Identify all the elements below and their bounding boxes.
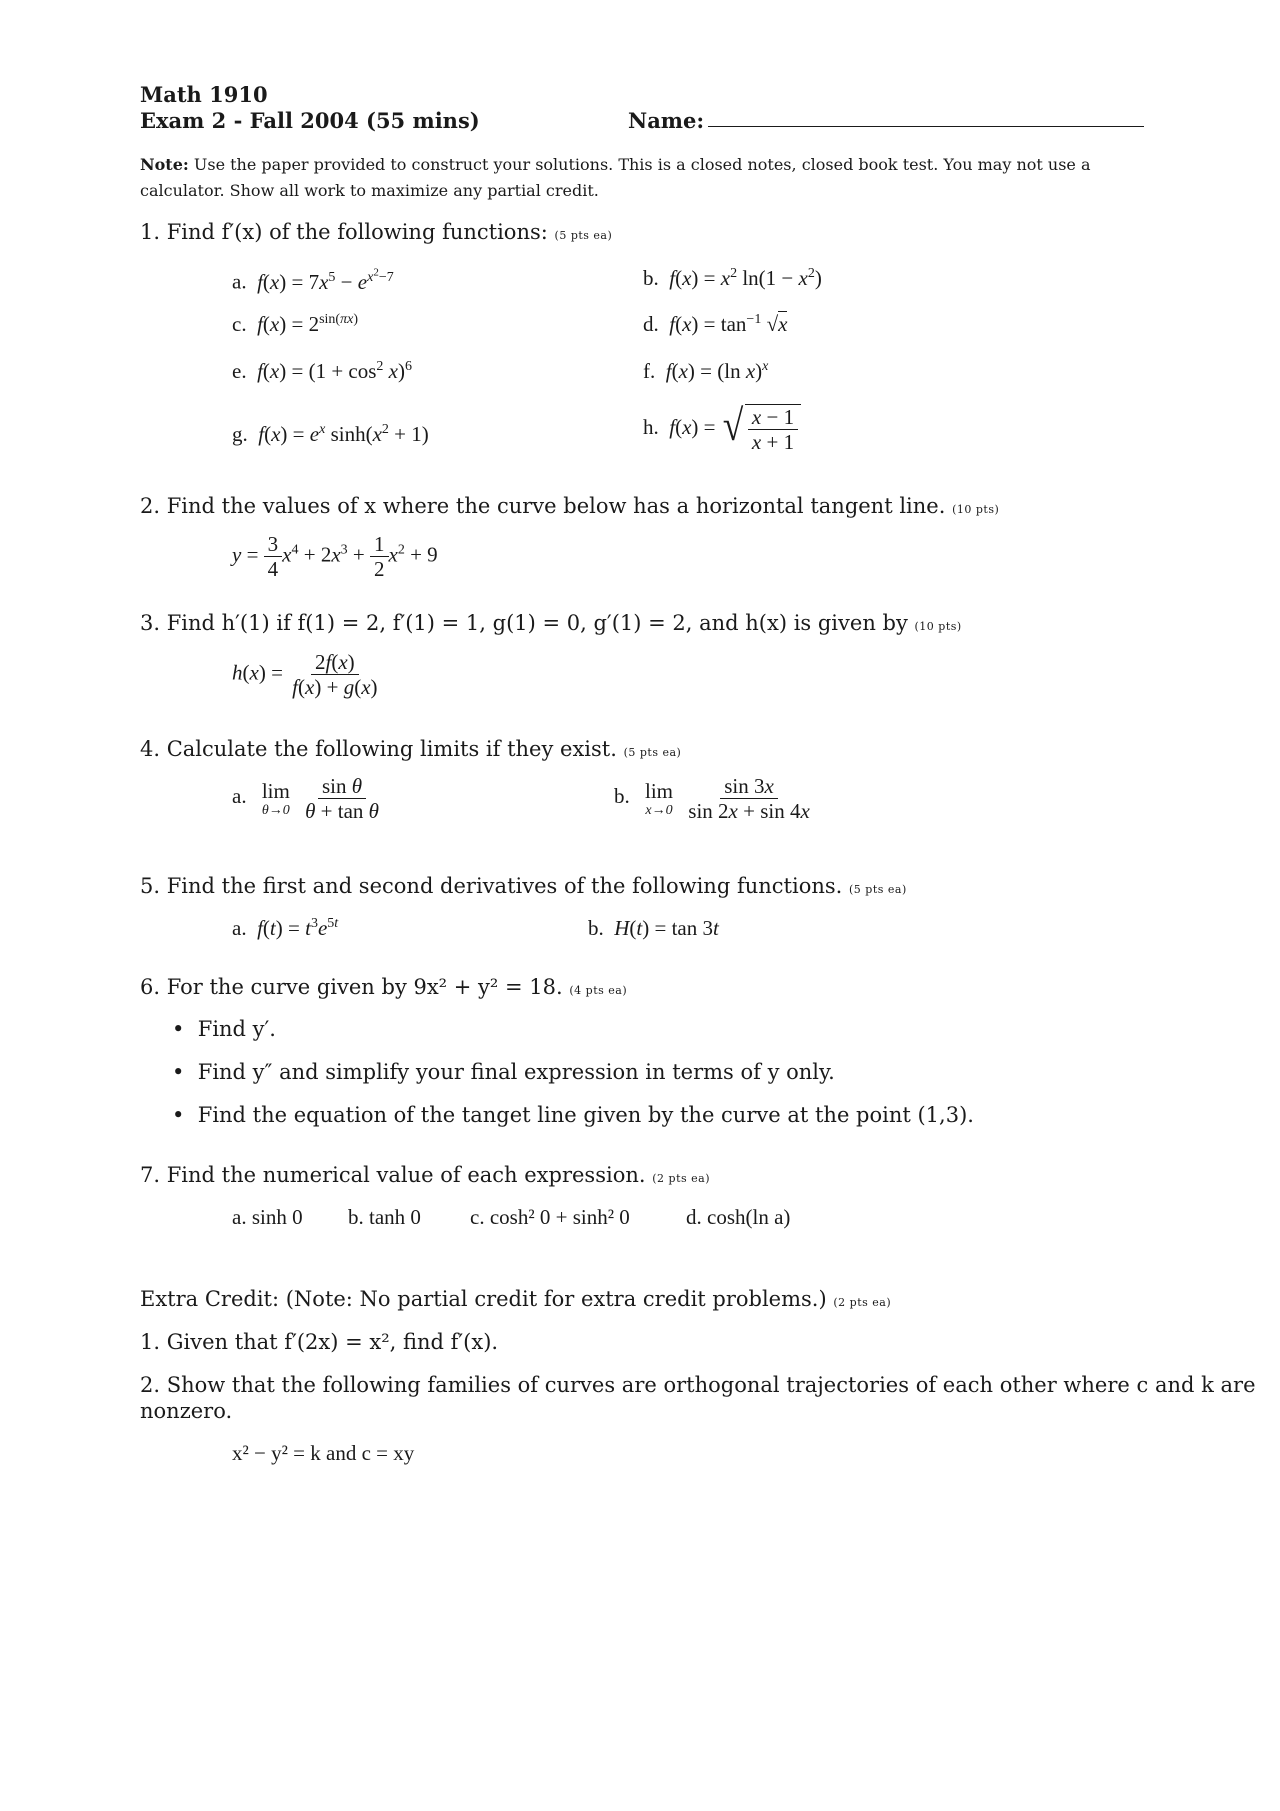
- q2-prompt: [140, 494, 999, 518]
- extra-heading: [140, 1287, 891, 1311]
- q3-prompt: [140, 611, 962, 635]
- q1f-expr: f(x) = (ln x)$^x$: [665, 359, 769, 383]
- q1-prompt: [140, 220, 612, 244]
- q1e-label: e.: [232, 359, 247, 383]
- q3-points: (10 pts): [914, 620, 962, 633]
- q1d-expr: $f(x) = \tan^{-1} √x$: [669, 312, 788, 336]
- q6-bullet-1: • Find y′.: [172, 1017, 276, 1041]
- q5b: [588, 916, 719, 941]
- q1g: [232, 422, 429, 447]
- q1a: [232, 266, 394, 295]
- q7a: a. sinh 0: [232, 1205, 303, 1229]
- q1e-expr: $f(x) = (1 + \cos^2 x)^6$: [257, 359, 412, 383]
- q7-prompt-text: 7. Find the numerical value of each expression.: [140, 1163, 646, 1187]
- q1a-expr: $f(x) = 7x^5 - e^{x^2-7}$: [257, 266, 394, 294]
- q4b-label: b.: [614, 784, 630, 809]
- q1g-label: g.: [232, 422, 248, 446]
- extra-problem-2-line-1: 2. Show that the following families of curves are orthogonal trajectories of each other where c and k are: [140, 1373, 1256, 1397]
- q1f: [643, 359, 768, 384]
- q6-bullet-2-text: Find y″ and simplify your final expression in terms of y only.: [197, 1060, 835, 1084]
- extra-heading-text: Extra Credit: (Note: No partial credit for extra credit problems.): [140, 1287, 827, 1311]
- q6-bullet-1-text: Find y′.: [197, 1017, 276, 1041]
- q5a: [232, 916, 338, 941]
- extra-problem-2-expr: x² − y² = k and c = xy: [232, 1441, 415, 1465]
- q1b-expr: $f(x) = x^2$ $\ln(1 - x^2)$: [669, 266, 822, 290]
- q7d: d. cosh(ln a): [686, 1205, 791, 1229]
- q6-bullet-3: • Find the equation of the tanget line given by the curve at the point (1,3).: [172, 1103, 974, 1127]
- q7-prompt: [140, 1163, 710, 1187]
- q1d-label: d.: [643, 312, 659, 336]
- q6-bullet-2: • Find y″ and simplify your final expression in terms of y only.: [172, 1060, 835, 1084]
- name-label: Name:: [628, 108, 705, 133]
- q3-prompt-text: 3. Find h′(1) if f(1) = 2, f′(1) = 1, g(1) = 0, g′(1) = 2, and h(x) is given by: [140, 611, 908, 635]
- extra-points: (2 pts ea): [833, 1296, 892, 1309]
- q7b: b. tanh 0: [348, 1205, 421, 1229]
- q1h-label: h.: [643, 414, 659, 439]
- q6-points: (4 pts ea): [569, 984, 628, 997]
- q1c-label: c.: [232, 312, 247, 336]
- name-line[interactable]: [708, 126, 1144, 127]
- note-label: Note:: [140, 155, 189, 174]
- q5a-expr: $f(t) = t^3e^{5t}$: [257, 916, 339, 940]
- q4a-label: a.: [232, 784, 247, 809]
- q5-prompt: [140, 874, 907, 898]
- q2-prompt-text: 2. Find the values of x where the curve below has a horizontal tangent line.: [140, 494, 946, 518]
- note-line-1: [140, 155, 1091, 174]
- q7c: c. cosh² 0 + sinh² 0: [470, 1205, 630, 1229]
- q1b-label: b.: [643, 266, 659, 290]
- q6-prompt-text: 6. For the curve given by 9x² + y² = 18.: [140, 975, 563, 999]
- note-text-1: Use the paper provided to construct your solutions. This is a closed notes, closed book test. You may not use a: [193, 155, 1091, 174]
- q7-points: (2 pts ea): [652, 1172, 710, 1185]
- q1-points: (5 pts ea): [554, 229, 613, 242]
- q6-bullet-3-text: Find the equation of the tanget line given by the curve at the point (1,3).: [197, 1103, 974, 1127]
- q1b: [643, 266, 822, 291]
- q1a-label: a.: [232, 269, 247, 294]
- q1h-expr: f(x) = √ $\frac{x - 1}{x + 1}$: [669, 415, 801, 439]
- exam-title: Exam 2 - Fall 2004 (55 mins): [140, 108, 480, 133]
- note-text-2: calculator. Show all work to maximize any partial credit.: [140, 181, 599, 200]
- extra-problem-1: 1. Given that f′(2x) = x², find f′(x).: [140, 1330, 499, 1354]
- q6-prompt: [140, 975, 627, 999]
- q5-prompt-text: 5. Find the first and second derivatives of the following functions.: [140, 874, 843, 898]
- q2-points: (10 pts): [952, 503, 1000, 516]
- q1g-expr: $f(x) = e^x$ $\sinh(x^2 + 1)$: [258, 422, 429, 446]
- q4-prompt-text: 4. Calculate the following limits if they exist.: [140, 737, 617, 761]
- q5b-expr: H(t) = tan 3t: [614, 916, 719, 940]
- q3-expr: h(x) = $\frac{2f(x)}{f(x) + g(x)}$: [232, 650, 378, 700]
- q1h: [643, 401, 801, 455]
- q4b: b. lim x→0 $\frac{\sin 3x}{\sin 2x + \sin 4x}$: [614, 774, 810, 824]
- q4-points: (5 pts ea): [623, 746, 682, 759]
- q5a-label: a.: [232, 916, 247, 940]
- course-title: Math 1910: [140, 82, 268, 107]
- q1-prompt-text: 1. Find f′(x) of the following functions:: [140, 220, 548, 244]
- q4a: a. lim θ→0 $\frac{\text{sin θ}}{\text{θ + tan θ}}$: [232, 774, 379, 824]
- q1c: [232, 312, 358, 337]
- q5-points: (5 pts ea): [849, 883, 907, 896]
- q2-expr: y = $\frac{3}{4}$ $x^4 + 2x^3$ + $\frac{1}{2}$ $x^2 + 9$: [232, 532, 438, 582]
- q1f-label: f.: [643, 359, 656, 383]
- extra-problem-2-line-2: nonzero.: [140, 1399, 233, 1423]
- q1d: [643, 312, 787, 337]
- q1c-expr: $f(x) = 2^{sin(\pi x)}$: [257, 312, 358, 336]
- q1e: [232, 359, 412, 384]
- q5b-label: b.: [588, 916, 604, 940]
- q4-prompt: [140, 737, 681, 761]
